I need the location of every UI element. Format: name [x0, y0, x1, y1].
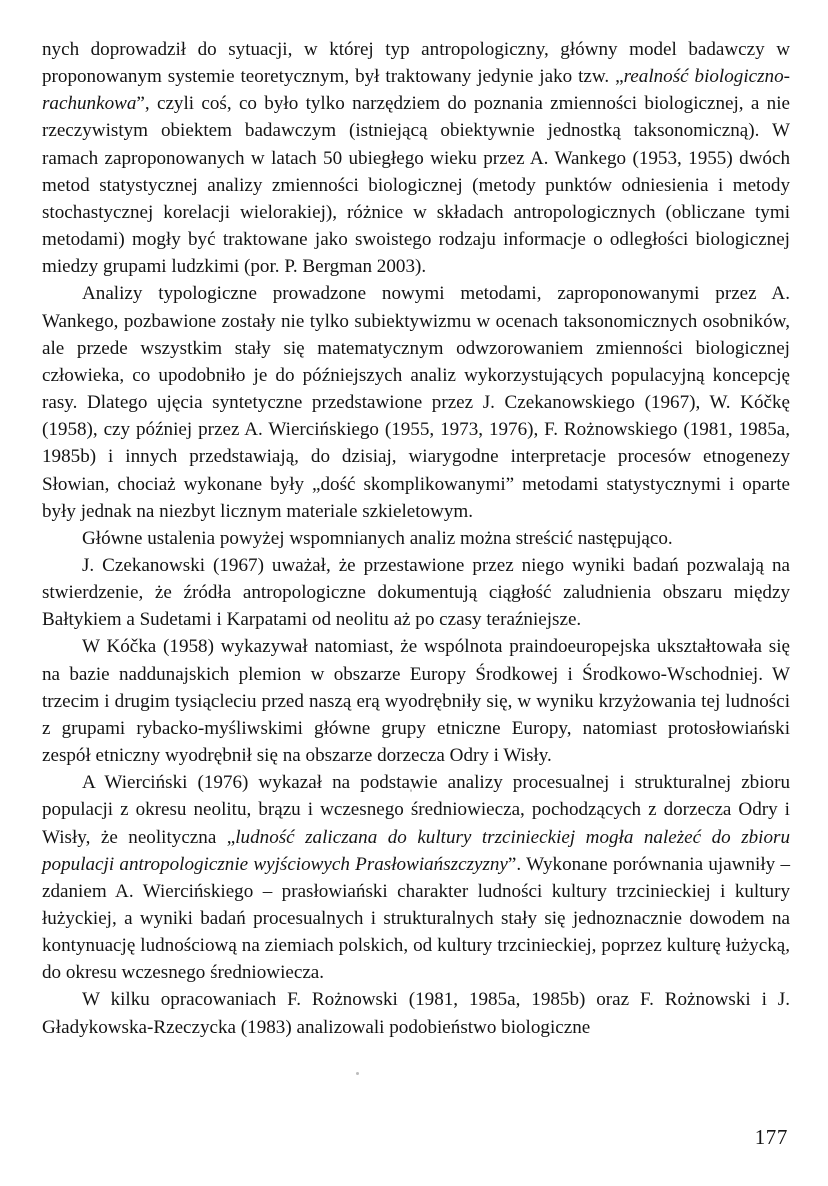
paragraph-glowne-ustalenia: Główne ustalenia powyżej wspomnianych analiz można streścić następująco.: [82, 527, 673, 549]
paragraph-analizy-typologiczne: Analizy typologiczne prowadzone nowymi metodami, zaproponowanymi przez A. Wankego, pozbawione zostały nie tylko subiektywizmu w ocenach taksonomicznych osobników, ale przede wszystkim stały się matematycznym odwzorowaniem zmienności biologicznej człowieka, co upodobniło je do późniejszych analiz wykorzystujących populacyjną koncepcję rasy. Dlatego ujęcia syntetyczne przedstawione przez J. Czekanowskiego (1967), W. Kóčkę (1958), czy później przez A. Wiercińskiego (1955, 1973, 1976), F. Rożnowskiego (1981, 1985a, 1985b) i innych przedstawiają, do dzisiaj, wiarygodne interpretacje procesów etnogenezy Słowian, chociaż wykonane były „dość skomplikowanymi” metodami statystycznymi i oparte były jednak na niezbyt licznym materiale szkieletowym.: [42, 283, 790, 522]
paragraph-6-lead-text: A Wierciński (1976) wykazał na podstawie analizy procesualnej i strukturalnej zbioru populacji z okresu neolitu, brązu i wczesnego średniowiecza, pochodzących z dorzecza Odry i Wisły, że neolityczna „: [42, 772, 790, 848]
paragraph-roznowski: W kilku opracowaniach F. Rożnowski (1981, 1985a, 1985b) oraz F. Rożnowski i J. Gładykowska-Rzeczycka (1983) analizowali podobieństwo biologiczne: [42, 989, 790, 1038]
paragraph-6-remaining-text: ”. Wykonane porównania ujawniły – zdaniem A. Wiercińskiego – prasłowiański charakter ludności kultury trzcinieckiej i kultury łużyckiej, a wyniki badań procesualnych i strukturalnych stały się jednoznacznie dowodem na kontynuację ludnościową na ziemiach polskich, od kultury trzcinieckiej, poprzez kulturę łużycką, do okresu wczesnego średniowiecza.: [42, 853, 790, 984]
paragraph-6-italic-quotation: ludność zaliczana do kultury trzcinieckiej mogła należeć do zbioru populacji antropologicznie wyjściowych Prasłowiańszczyzny: [42, 826, 790, 875]
paragraph-wiercinski: [42, 769, 790, 986]
page-number: 177: [754, 1125, 788, 1149]
scan-speck: [356, 1072, 359, 1075]
scan-speck: [410, 789, 412, 792]
paragraph-continued: [42, 36, 790, 280]
paragraph-1-remaining-text: ”, czyli coś, co było tylko narzędziem do poznania zmienności biologicznej, a nie rzeczywistym obiektem badawczym (istniejącą obiektywnie jednostką taksonomiczną). W ramach zaproponowanych w latach 50 ubiegłego wieku przez A. Wankego (1953, 1955) dwóch metod statystycznej analizy zmienności biologicznej (metody punktów odniesienia i metody stochastycznej korelacji wielorakiej), różnice w składach antropologicznych (obliczane tymi metodami) mogły być traktowane jako swoistego rodzaju informacje o odległości biologicznej miedzy grupami ludzkimi (por. P. Bergman 2003).: [42, 93, 790, 278]
paragraph-1-lead-text: nych doprowadził do sytuacji, w której typ antropologiczny, główny model badawczy w proponowanym systemie teoretycznym, był traktowany jedynie jako tzw. „: [42, 39, 790, 88]
paragraph-kocka: W Kóčka (1958) wykazywał natomiast, że wspólnota praindoeuropejska ukształtowała się na bazie naddunajskich plemion w obszarze Europy Środkowej i Środkowo-Wschodniej. W trzecim i drugim tysiącleciu przed naszą erą wyodrębniły się, w wyniku krzyżowania tej ludności z grupami rybacko-myśliwskimi główne grupy etniczne Europy, natomiast protosłowiański zespół etniczny wyodrębnił się na obszarze dorzecza Odry i Wisły.: [42, 636, 790, 767]
paragraph-czekanowski: J. Czekanowski (1967) uważał, że przestawione przez niego wyniki badań pozwalają na stwierdzenie, że źródła antropologiczne dokumentują ciągłość zaludnienia obszaru między Bałtykiem a Sudetami i Karpatami od neolitu aż po czasy teraźniejsze.: [42, 554, 790, 631]
page-body-text: [42, 36, 790, 1041]
paragraph-1-italic-term: realność biologiczno-rachunkowa: [42, 66, 790, 115]
